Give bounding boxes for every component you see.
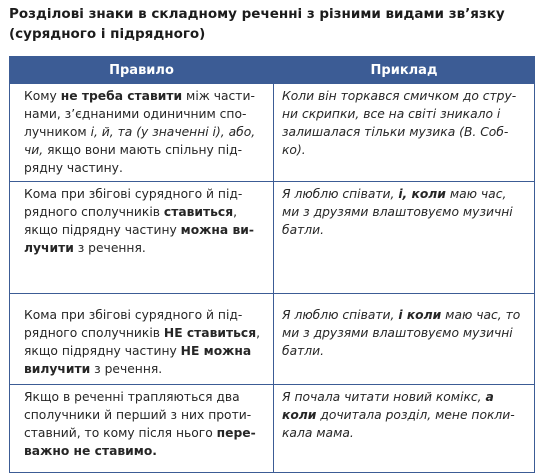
bold-text: не треба ставити <box>60 89 183 103</box>
text-run: Кома при збігові сурядного й підрядного сполучників <box>24 308 243 340</box>
bold-text: можна вилучити <box>24 223 254 255</box>
text-run: Якщо в реченні трапляються два сполучники й перший з них протиставний, то кому після нього <box>24 390 252 440</box>
text-run: Кома при збігові сурядного й підрядного сполучників <box>24 187 243 219</box>
punctuation-rules-table <box>9 56 535 473</box>
header-rule: Правило <box>10 57 274 84</box>
example-cell <box>274 182 535 294</box>
example-cell <box>274 385 535 473</box>
table-header-row <box>10 57 535 84</box>
text-run: з речення. <box>90 362 163 376</box>
text-run: Я почала читати новий комікс, <box>282 390 486 404</box>
header-example: Приклад <box>274 57 535 84</box>
table-row <box>10 294 535 385</box>
text-run: дочитала розділ, мене покликала мама. <box>282 408 515 440</box>
text-run: Кому <box>24 89 61 103</box>
rule-cell <box>10 294 274 385</box>
example-cell <box>274 294 535 385</box>
text-run: , якщо підрядну частину <box>24 326 261 358</box>
bold-text: а коли <box>282 390 494 422</box>
page-title: Розділові знаки в складному реченні з різними видами зв’язку (сурядного і підрядного) <box>9 6 505 42</box>
table-row <box>10 385 535 473</box>
text-run: Коли він торкався смичком до струни скрипки, все на світі зникало і залишалася тільки музика (В. Собко). <box>282 89 517 157</box>
text-run: якщо вони мають спільну підрядну частину. <box>24 143 243 175</box>
bold-text: і коли <box>398 308 442 322</box>
rule-cell <box>10 84 274 182</box>
text-run: маю час, ми з друзями влаштовуємо музичні батли. <box>282 187 513 237</box>
bold-text: переважно не ставимо. <box>24 426 256 458</box>
table-row <box>10 84 535 182</box>
text-run: , якщо підрядну частину <box>24 205 238 237</box>
rule-cell <box>10 182 274 294</box>
bold-text: ставиться <box>163 205 234 219</box>
rule-cell <box>10 385 274 473</box>
text-run: з речення. <box>73 241 146 255</box>
text-run: Я люблю співати, <box>282 308 399 322</box>
text-run: маю час, то ми з друзями влаштовуємо музичні батли. <box>282 308 521 358</box>
example-cell <box>274 84 535 182</box>
text-run: Я люблю співати, <box>282 187 399 201</box>
table-row <box>10 182 535 294</box>
bold-text: НЕ ставиться <box>163 326 257 340</box>
bold-text: НЕ можна вилучити <box>24 344 252 376</box>
italic-text: і, й, та (у значенні і), або, чи, <box>24 125 256 157</box>
bold-text: і, коли <box>398 187 446 201</box>
text-run: між частинами, з’єднаними одиничним сполучником <box>24 89 255 139</box>
